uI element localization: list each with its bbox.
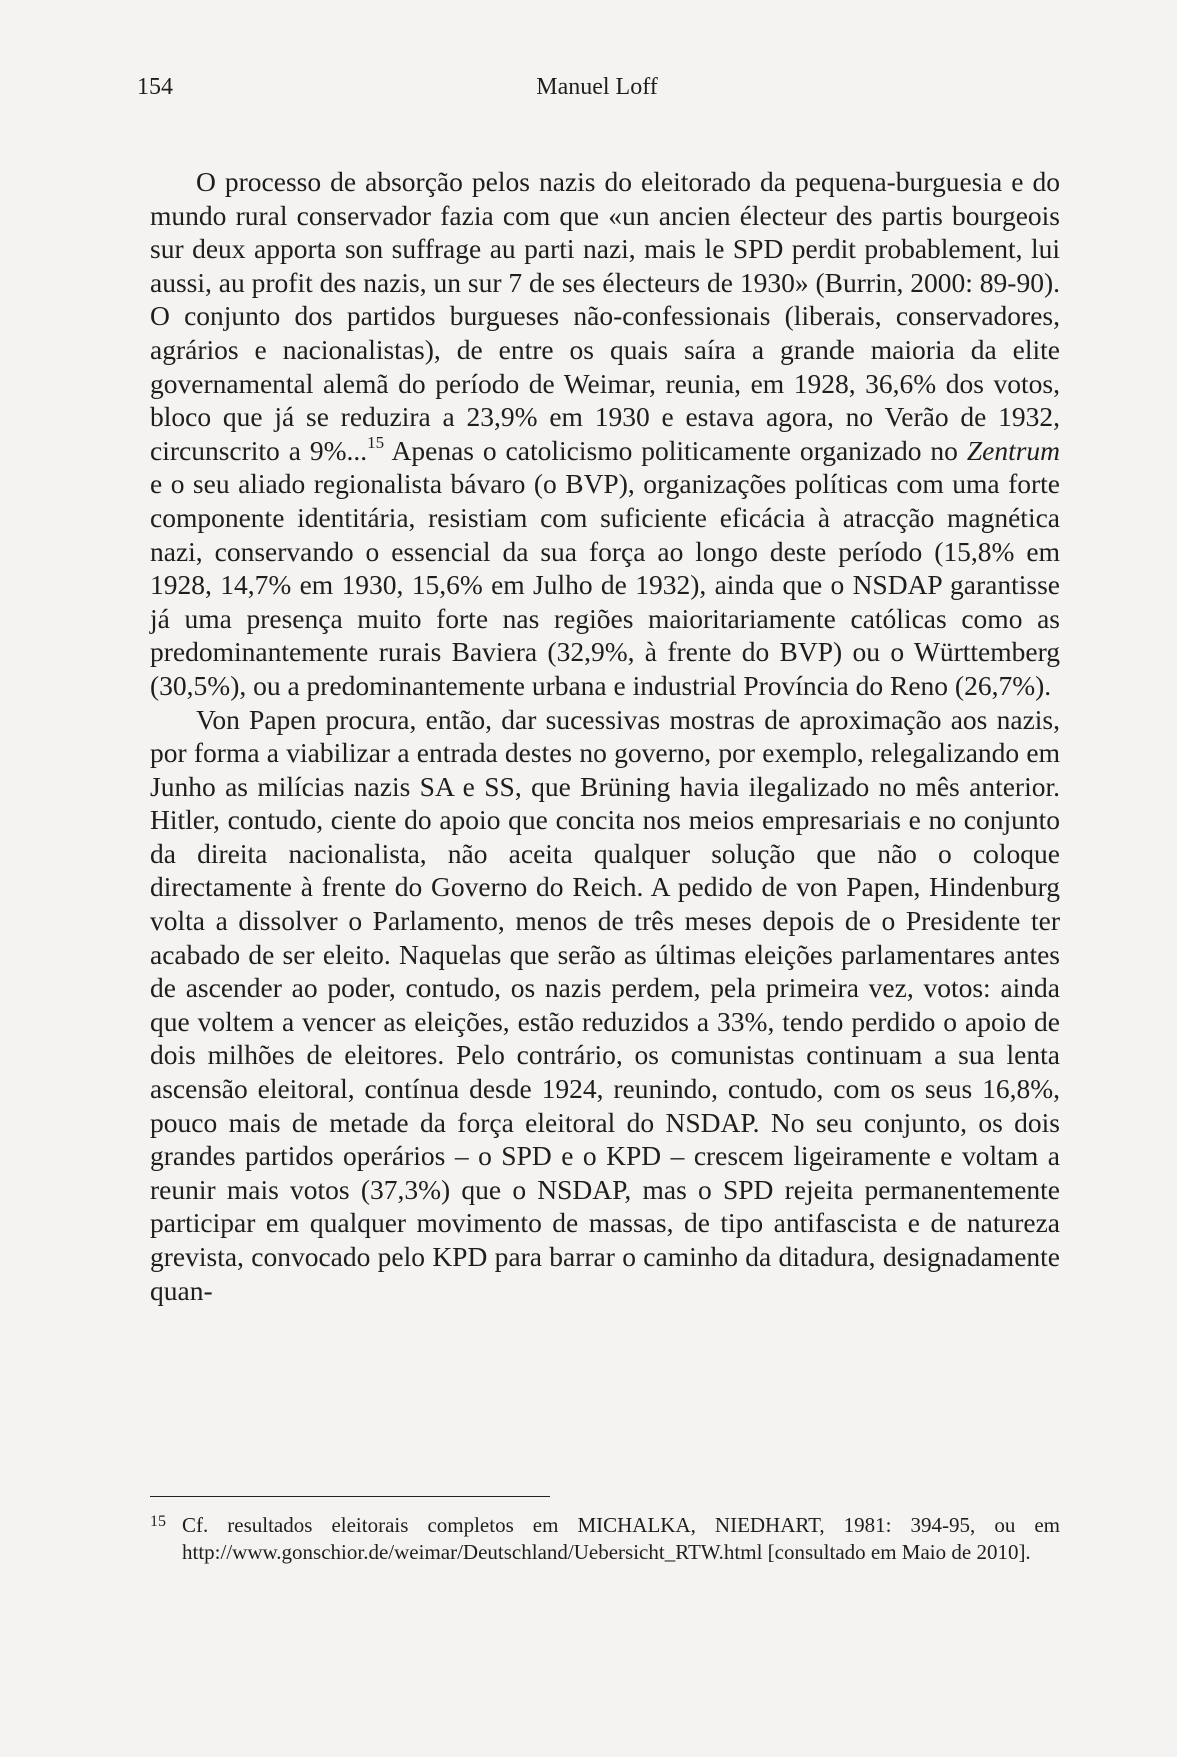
paragraph-2: Von Papen procura, então, dar sucessivas mostras de aproximação aos nazis, por forma a viabilizar a entrada destes no governo, por exemplo, relegalizando em Junho as milícias nazis SA e SS, que Brüning havia ilegalizado no mês anterior. Hitler, contudo, ciente do apoio que concita nos meios empresariais e no conjunto da direita nacionalista, não aceita qualquer solução que não o coloque directamente à frente do Governo do Reich. A pedido de von Papen, Hindenburg volta a dissolver o Parlamento, menos de três meses depois de o Presidente ter acabado de ser eleito. Naquelas que serão as últimas eleições parlamentares antes de ascender ao poder, contudo, os nazis perdem, pela primeira vez, votos: ainda que voltem a vencer as eleições, estão reduzidos a 33%, tendo perdido o apoio de dois milhões de eleitores. Pelo contrário, os comunistas continuam a sua lenta ascensão eleitoral, contínua desde 1924, reunindo, contudo, com os seus 16,8%, pouco mais de metade da força eleitoral do NSDAP. No seu conjunto, os dois grandes partidos operários – o SPD e o KPD – crescem ligeiramente e voltam a reunir mais votos (37,3%) que o NSDAP, mas o SPD rejeita permanentemente participar em qualquer movimento de massas, de tipo antifascista e de natureza grevista, convocado pelo KPD para barrar o caminho da ditadura, designadamente quan- xyxy=(150,703,1060,1306)
footnote-number: 15 xyxy=(150,1513,166,1530)
paragraph-1 xyxy=(150,165,1060,703)
paragraph-1-text-a: O processo de absorção pelos nazis do eleitorado da pequena-burguesia e do mundo rural conservador fazia com que «un ancien électeur des partis bourgeois sur deux apporta son suffrage au parti nazi, mais le SPD perdit probablement, lui aussi, au profit des nazis, un sur 7 de ses électeurs de 1930» (Burrin, 2000: 89-90). O conjunto dos partidos burgueses não-confessionais (liberais, conservadores, agrários e nacionalistas), de entre os quais saíra a grande maioria da elite governamental alemã do período de Weimar, reunia, em 1928, 36,6% dos votos, bloco que já se reduzira a 23,9% em 1930 e estava agora, no Verão de 1932, circunscrito a 9%... xyxy=(150,166,1060,466)
footnote-reference[interactable]: 15 xyxy=(367,432,385,452)
main-text xyxy=(150,165,1060,1307)
footnote-text: Cf. resultados eleitorais completos em MICHALKA, NIEDHART, 1981: 394-95, ou em http://www.gonschior.de/weimar/Deutschland/Uebersicht_RTW.html [consultado em Maio de 2010]. xyxy=(182,1513,1060,1564)
paragraph-1-text-b: Apenas o catolicismo politicamente organizado no xyxy=(384,434,967,466)
paragraph-1-text-c: e o seu aliado regionalista bávaro (o BVP), organizações políticas com uma forte componente identitária, resistiam com suficiente eficácia à atracção magnética nazi, conservando o essencial da sua força ao longo deste período (15,8% em 1928, 14,7% em 1930, 15,6% em Julho de 1932), ainda que o NSDAP garantisse já uma presença muito forte nas regiões maioritariamente católicas como as predominantemente rurais Baviera (32,9%, à frente do BVP) ou o Württemberg (30,5%), ou a predominantemente urbana e industrial Província do Reno (26,7%). xyxy=(150,468,1060,701)
italic-term: Zentrum xyxy=(966,434,1061,466)
footnote-separator xyxy=(150,1496,550,1497)
page-header xyxy=(137,70,1057,104)
page-number: 154 xyxy=(137,74,173,100)
footnote xyxy=(150,1508,1060,1566)
running-head: Manuel Loff xyxy=(536,74,658,100)
